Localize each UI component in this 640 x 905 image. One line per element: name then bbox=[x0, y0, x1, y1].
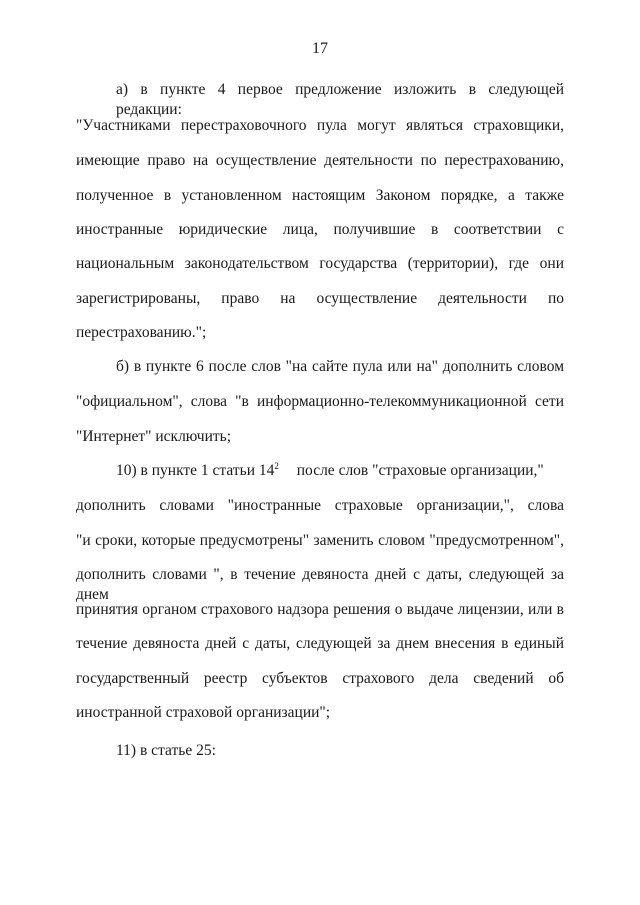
text-line-with-superscript bbox=[116, 461, 564, 481]
page-number: 17 bbox=[312, 40, 328, 57]
text-line: "Интернет" исключить; bbox=[76, 428, 232, 445]
text-line: принятия органом страхового надзора решения о выдаче лицензии, или в bbox=[76, 601, 564, 618]
superscript: 2 bbox=[274, 460, 279, 471]
text-line: дополнить словами "иностранные страховые организации,", слова bbox=[76, 497, 564, 514]
text-segment: после слов "страховые организации," bbox=[296, 462, 544, 479]
text-line: б) в пункте 6 после слов "на сайте пула или на" дополнить словом bbox=[116, 358, 564, 375]
text-line: полученное в установленном настоящим Законом порядке, а также bbox=[76, 187, 564, 204]
text-line: иностранные юридические лица, получившие в соответствии с bbox=[76, 221, 564, 238]
text-line: 11) в статье 25: bbox=[116, 742, 216, 759]
text-line: государственный реестр субъектов страхового дела сведений об bbox=[76, 670, 564, 687]
text-line: национальным законодательством государства (территории), где они bbox=[76, 255, 564, 272]
text-line: а) в пункте 4 первое предложение изложить в следующей редакции: bbox=[116, 81, 564, 118]
text-line: "официальном", слова "в информационно-телекоммуникационной сети bbox=[76, 393, 564, 410]
text-line: перестрахованию."; bbox=[76, 324, 207, 341]
text-line: имеющие право на осуществление деятельности по перестрахованию, bbox=[76, 152, 564, 169]
text-line: "Участниками перестраховочного пула могут являться страховщики, bbox=[76, 117, 564, 134]
text-line: "и сроки, которые предусмотрены" заменить словом "предусмотренном", bbox=[76, 532, 564, 549]
text-line: иностранной страховой организации"; bbox=[76, 704, 331, 721]
text-line: зарегистрированы, право на осуществление деятельности по bbox=[76, 290, 564, 307]
text-segment: 10) в пункте 1 статьи 14 bbox=[116, 462, 275, 479]
text-line: дополнить словами ", в течение девяноста дней с даты, следующей за днем bbox=[76, 566, 564, 603]
text-line: течение девяноста дней с даты, следующей за днем внесения в единый bbox=[76, 635, 564, 652]
